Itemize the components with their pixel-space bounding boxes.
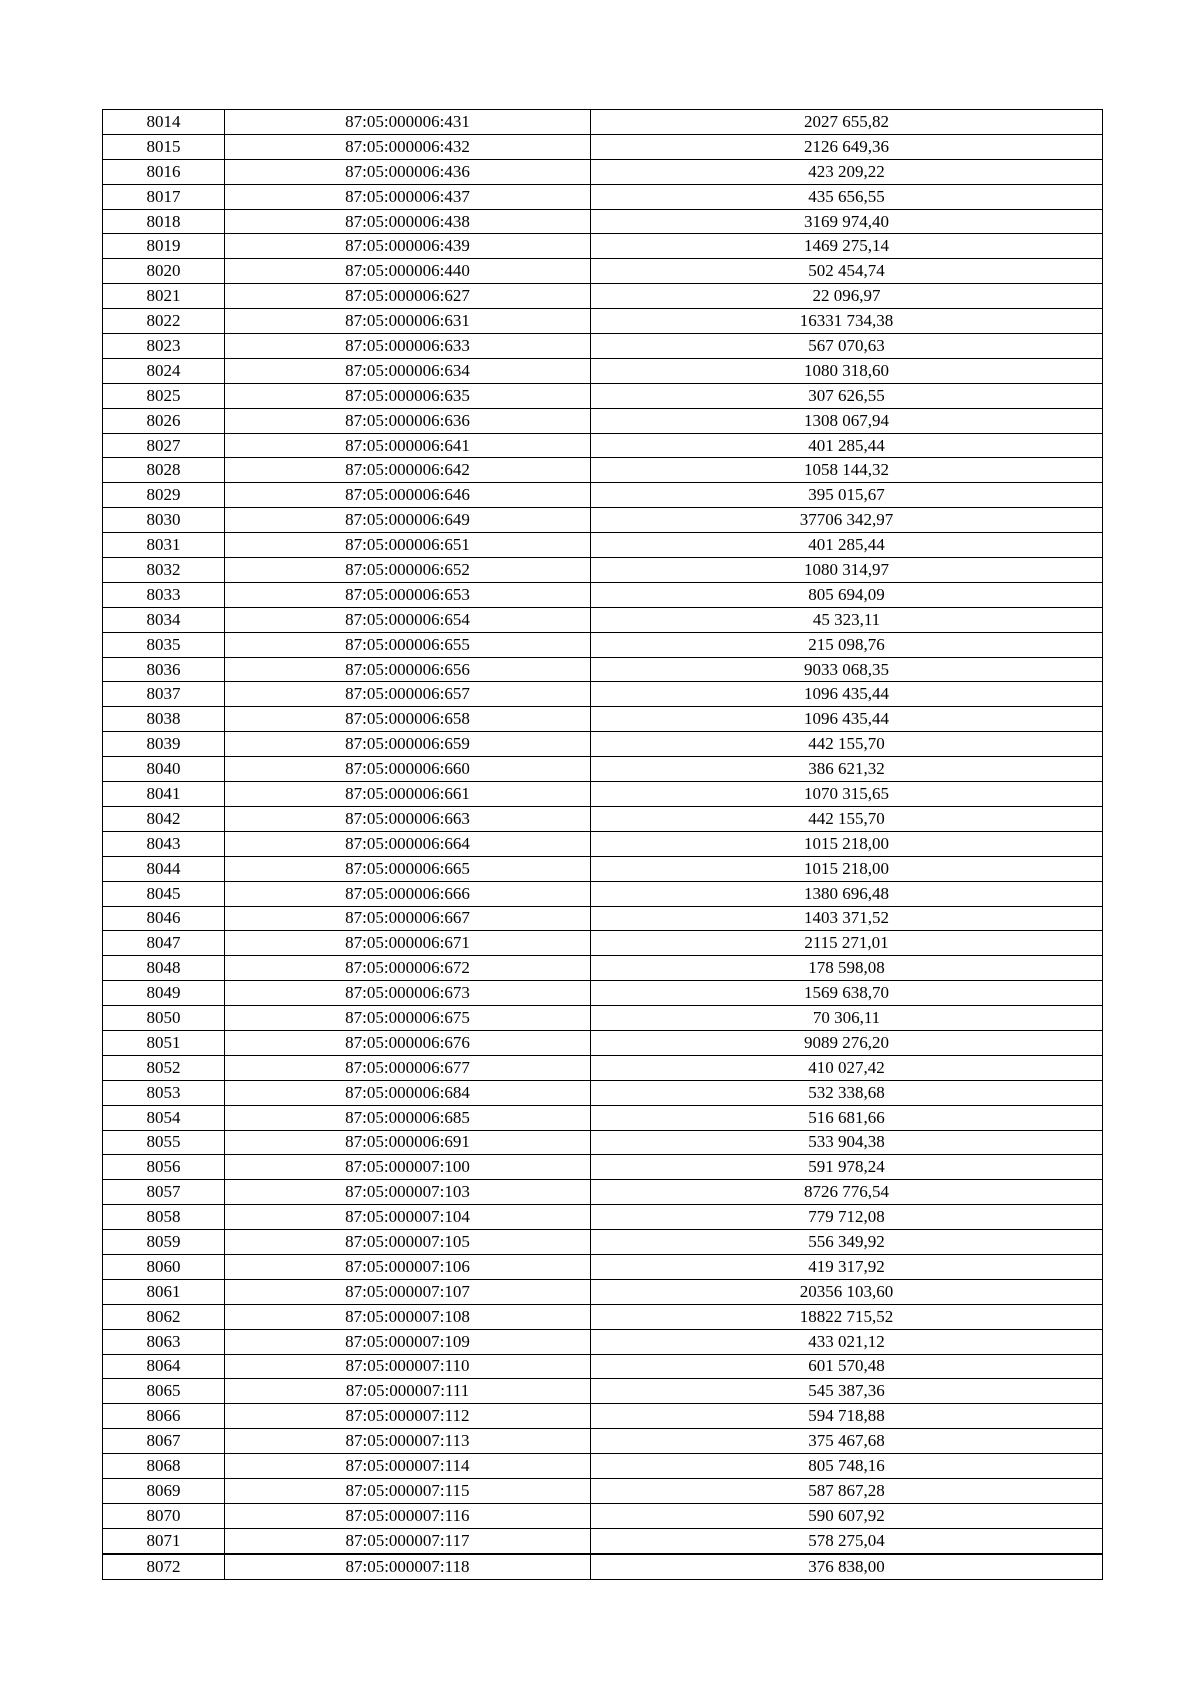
table-row [103,1155,1103,1180]
cadastral-number-cell: 87:05:000007:107 [225,1279,591,1304]
cadastral-number-cell: 87:05:000006:641 [225,433,591,458]
row-number-cell: 8061 [103,1279,225,1304]
cadastral-number-cell: 87:05:000006:651 [225,533,591,558]
cadastral-number-cell: 87:05:000006:655 [225,632,591,657]
cadastral-value-cell: 587 867,28 [591,1478,1103,1503]
cadastral-number-cell: 87:05:000006:432 [225,134,591,159]
row-number-cell: 8063 [103,1329,225,1354]
row-number-cell: 8062 [103,1304,225,1329]
cadastral-number-cell: 87:05:000007:110 [225,1354,591,1379]
row-number-cell: 8069 [103,1478,225,1503]
row-number-cell: 8051 [103,1030,225,1055]
row-number-cell: 8043 [103,831,225,856]
table-row [103,931,1103,956]
row-number-cell: 8031 [103,533,225,558]
cadastral-number-cell: 87:05:000007:115 [225,1478,591,1503]
table-row [103,184,1103,209]
table-row [103,209,1103,234]
cadastral-value-cell: 178 598,08 [591,956,1103,981]
cadastral-number-cell: 87:05:000007:104 [225,1205,591,1230]
cadastral-number-cell: 87:05:000006:642 [225,458,591,483]
table-row [103,358,1103,383]
cadastral-number-cell: 87:05:000006:636 [225,408,591,433]
cadastral-value-cell: 395 015,67 [591,483,1103,508]
cadastral-value-cell: 533 904,38 [591,1130,1103,1155]
table-row [103,1105,1103,1130]
cadastral-value-cell: 435 656,55 [591,184,1103,209]
table-row [103,408,1103,433]
table-row [103,1279,1103,1304]
table-row [103,1354,1103,1379]
table-row [103,1554,1103,1579]
cadastral-value-cell: 2115 271,01 [591,931,1103,956]
table-row [103,906,1103,931]
table-row [103,533,1103,558]
table-row [103,1006,1103,1031]
cadastral-number-cell: 87:05:000006:437 [225,184,591,209]
table-row [103,1528,1103,1553]
table-row [103,309,1103,334]
cadastral-value-cell: 578 275,04 [591,1528,1103,1553]
table-row [103,259,1103,284]
table-row [103,284,1103,309]
cadastral-number-cell: 87:05:000006:657 [225,682,591,707]
cadastral-number-cell: 87:05:000006:676 [225,1030,591,1055]
table-row [103,334,1103,359]
cadastral-value-cell: 590 607,92 [591,1503,1103,1528]
cadastral-value-cell: 9089 276,20 [591,1030,1103,1055]
cadastral-number-cell: 87:05:000006:656 [225,657,591,682]
cadastral-number-cell: 87:05:000007:111 [225,1379,591,1404]
table-row [103,881,1103,906]
row-number-cell: 8066 [103,1404,225,1429]
row-number-cell: 8035 [103,632,225,657]
table-row [103,582,1103,607]
cadastral-value-cell: 401 285,44 [591,433,1103,458]
cadastral-number-cell: 87:05:000006:677 [225,1055,591,1080]
row-number-cell: 8071 [103,1528,225,1553]
table-row [103,383,1103,408]
row-number-cell: 8039 [103,732,225,757]
cadastral-value-cell: 410 027,42 [591,1055,1103,1080]
cadastral-value-cell: 1080 318,60 [591,358,1103,383]
table-body [103,110,1103,1580]
cadastral-value-cell: 22 096,97 [591,284,1103,309]
row-number-cell: 8030 [103,508,225,533]
cadastral-number-cell: 87:05:000006:652 [225,558,591,583]
table-row [103,831,1103,856]
row-number-cell: 8057 [103,1180,225,1205]
cadastral-value-cell: 37706 342,97 [591,508,1103,533]
table-row [103,956,1103,981]
row-number-cell: 8048 [103,956,225,981]
table-row [103,1404,1103,1429]
cadastral-number-cell: 87:05:000007:112 [225,1404,591,1429]
row-number-cell: 8037 [103,682,225,707]
cadastral-value-table [102,109,1103,1580]
table-row [103,458,1103,483]
table-row [103,1205,1103,1230]
table-row [103,1478,1103,1503]
table-row [103,1254,1103,1279]
row-number-cell: 8018 [103,209,225,234]
cadastral-number-cell: 87:05:000006:654 [225,607,591,632]
cadastral-value-cell: 386 621,32 [591,757,1103,782]
row-number-cell: 8040 [103,757,225,782]
table-row [103,234,1103,259]
row-number-cell: 8072 [103,1554,225,1579]
cadastral-number-cell: 87:05:000006:658 [225,707,591,732]
cadastral-value-cell: 8726 776,54 [591,1180,1103,1205]
table-row [103,806,1103,831]
row-number-cell: 8016 [103,159,225,184]
cadastral-value-cell: 556 349,92 [591,1230,1103,1255]
table-row [103,1130,1103,1155]
table-row [103,1030,1103,1055]
cadastral-value-cell: 16331 734,38 [591,309,1103,334]
row-number-cell: 8049 [103,981,225,1006]
cadastral-number-cell: 87:05:000006:691 [225,1130,591,1155]
table-row [103,1055,1103,1080]
cadastral-number-cell: 87:05:000006:661 [225,782,591,807]
cadastral-number-cell: 87:05:000007:105 [225,1230,591,1255]
table-row [103,757,1103,782]
cadastral-number-cell: 87:05:000007:109 [225,1329,591,1354]
row-number-cell: 8058 [103,1205,225,1230]
row-number-cell: 8041 [103,782,225,807]
table-row [103,483,1103,508]
table-row [103,508,1103,533]
cadastral-value-cell: 307 626,55 [591,383,1103,408]
row-number-cell: 8015 [103,134,225,159]
cadastral-number-cell: 87:05:000006:675 [225,1006,591,1031]
cadastral-number-cell: 87:05:000007:106 [225,1254,591,1279]
table-row [103,134,1103,159]
cadastral-value-cell: 1569 638,70 [591,981,1103,1006]
cadastral-value-cell: 1308 067,94 [591,408,1103,433]
cadastral-number-cell: 87:05:000006:439 [225,234,591,259]
cadastral-number-cell: 87:05:000006:659 [225,732,591,757]
cadastral-value-cell: 419 317,92 [591,1254,1103,1279]
cadastral-value-cell: 2027 655,82 [591,110,1103,135]
cadastral-value-cell: 805 748,16 [591,1454,1103,1479]
table-row [103,1429,1103,1454]
cadastral-value-cell: 532 338,68 [591,1080,1103,1105]
row-number-cell: 8021 [103,284,225,309]
table-row [103,1503,1103,1528]
cadastral-number-cell: 87:05:000007:100 [225,1155,591,1180]
table-row [103,1454,1103,1479]
row-number-cell: 8070 [103,1503,225,1528]
row-number-cell: 8036 [103,657,225,682]
cadastral-value-cell: 1403 371,52 [591,906,1103,931]
cadastral-value-cell: 1080 314,97 [591,558,1103,583]
row-number-cell: 8019 [103,234,225,259]
row-number-cell: 8020 [103,259,225,284]
table-row [103,707,1103,732]
table-row [103,632,1103,657]
cadastral-number-cell: 87:05:000006:673 [225,981,591,1006]
row-number-cell: 8065 [103,1379,225,1404]
cadastral-value-cell: 601 570,48 [591,1354,1103,1379]
cadastral-number-cell: 87:05:000006:631 [225,309,591,334]
table-row [103,607,1103,632]
cadastral-number-cell: 87:05:000007:118 [225,1554,591,1579]
row-number-cell: 8054 [103,1105,225,1130]
row-number-cell: 8056 [103,1155,225,1180]
cadastral-number-cell: 87:05:000006:667 [225,906,591,931]
row-number-cell: 8060 [103,1254,225,1279]
table-row [103,682,1103,707]
row-number-cell: 8053 [103,1080,225,1105]
cadastral-value-cell: 1469 275,14 [591,234,1103,259]
cadastral-value-cell: 401 285,44 [591,533,1103,558]
table-row [103,159,1103,184]
cadastral-value-cell: 2126 649,36 [591,134,1103,159]
row-number-cell: 8052 [103,1055,225,1080]
cadastral-value-cell: 591 978,24 [591,1155,1103,1180]
row-number-cell: 8067 [103,1429,225,1454]
cadastral-value-cell: 45 323,11 [591,607,1103,632]
table-row [103,657,1103,682]
row-number-cell: 8050 [103,1006,225,1031]
cadastral-number-cell: 87:05:000006:633 [225,334,591,359]
table-row [103,856,1103,881]
table-row [103,1304,1103,1329]
row-number-cell: 8042 [103,806,225,831]
cadastral-value-cell: 594 718,88 [591,1404,1103,1429]
cadastral-number-cell: 87:05:000007:103 [225,1180,591,1205]
row-number-cell: 8064 [103,1354,225,1379]
table-row [103,1329,1103,1354]
cadastral-value-cell: 20356 103,60 [591,1279,1103,1304]
cadastral-value-cell: 545 387,36 [591,1379,1103,1404]
cadastral-number-cell: 87:05:000006:634 [225,358,591,383]
cadastral-value-cell: 1015 218,00 [591,856,1103,881]
cadastral-value-cell: 375 467,68 [591,1429,1103,1454]
cadastral-number-cell: 87:05:000006:438 [225,209,591,234]
cadastral-value-cell: 9033 068,35 [591,657,1103,682]
row-number-cell: 8025 [103,383,225,408]
row-number-cell: 8038 [103,707,225,732]
cadastral-number-cell: 87:05:000007:117 [225,1528,591,1553]
row-number-cell: 8045 [103,881,225,906]
cadastral-number-cell: 87:05:000007:113 [225,1429,591,1454]
row-number-cell: 8014 [103,110,225,135]
table-row [103,1379,1103,1404]
cadastral-number-cell: 87:05:000007:114 [225,1454,591,1479]
cadastral-value-cell: 423 209,22 [591,159,1103,184]
table-row [103,558,1103,583]
row-number-cell: 8029 [103,483,225,508]
cadastral-value-cell: 442 155,70 [591,732,1103,757]
cadastral-value-cell: 376 838,00 [591,1554,1103,1579]
row-number-cell: 8047 [103,931,225,956]
row-number-cell: 8044 [103,856,225,881]
cadastral-value-cell: 18822 715,52 [591,1304,1103,1329]
table-row [103,981,1103,1006]
table-row [103,433,1103,458]
cadastral-number-cell: 87:05:000006:649 [225,508,591,533]
table-row [103,1180,1103,1205]
cadastral-number-cell: 87:05:000006:431 [225,110,591,135]
row-number-cell: 8028 [103,458,225,483]
cadastral-number-cell: 87:05:000006:660 [225,757,591,782]
row-number-cell: 8055 [103,1130,225,1155]
row-number-cell: 8059 [103,1230,225,1255]
row-number-cell: 8024 [103,358,225,383]
cadastral-value-cell: 442 155,70 [591,806,1103,831]
cadastral-number-cell: 87:05:000006:672 [225,956,591,981]
cadastral-number-cell: 87:05:000006:646 [225,483,591,508]
row-number-cell: 8033 [103,582,225,607]
cadastral-value-cell: 1070 315,65 [591,782,1103,807]
cadastral-number-cell: 87:05:000006:653 [225,582,591,607]
cadastral-number-cell: 87:05:000006:684 [225,1080,591,1105]
cadastral-number-cell: 87:05:000006:685 [225,1105,591,1130]
cadastral-value-cell: 567 070,63 [591,334,1103,359]
cadastral-number-cell: 87:05:000006:671 [225,931,591,956]
row-number-cell: 8027 [103,433,225,458]
row-number-cell: 8032 [103,558,225,583]
cadastral-number-cell: 87:05:000006:663 [225,806,591,831]
cadastral-number-cell: 87:05:000006:664 [225,831,591,856]
row-number-cell: 8034 [103,607,225,632]
row-number-cell: 8068 [103,1454,225,1479]
cadastral-number-cell: 87:05:000006:666 [225,881,591,906]
cadastral-value-cell: 1096 435,44 [591,682,1103,707]
cadastral-number-cell: 87:05:000006:665 [225,856,591,881]
table-row [103,732,1103,757]
cadastral-value-cell: 1096 435,44 [591,707,1103,732]
row-number-cell: 8046 [103,906,225,931]
cadastral-value-cell: 1058 144,32 [591,458,1103,483]
row-number-cell: 8017 [103,184,225,209]
cadastral-number-cell: 87:05:000006:635 [225,383,591,408]
row-number-cell: 8026 [103,408,225,433]
table-row [103,782,1103,807]
row-number-cell: 8023 [103,334,225,359]
cadastral-number-cell: 87:05:000006:440 [225,259,591,284]
cadastral-value-cell: 3169 974,40 [591,209,1103,234]
cadastral-number-cell: 87:05:000006:436 [225,159,591,184]
table-row [103,110,1103,135]
cadastral-value-cell: 1015 218,00 [591,831,1103,856]
cadastral-value-cell: 433 021,12 [591,1329,1103,1354]
cadastral-number-cell: 87:05:000007:116 [225,1503,591,1528]
cadastral-value-cell: 215 098,76 [591,632,1103,657]
cadastral-value-cell: 502 454,74 [591,259,1103,284]
cadastral-number-cell: 87:05:000007:108 [225,1304,591,1329]
cadastral-value-cell: 805 694,09 [591,582,1103,607]
cadastral-value-cell: 779 712,08 [591,1205,1103,1230]
row-number-cell: 8022 [103,309,225,334]
cadastral-value-cell: 1380 696,48 [591,881,1103,906]
cadastral-value-cell: 516 681,66 [591,1105,1103,1130]
cadastral-number-cell: 87:05:000006:627 [225,284,591,309]
table-row [103,1080,1103,1105]
cadastral-value-cell: 70 306,11 [591,1006,1103,1031]
table-row [103,1230,1103,1255]
